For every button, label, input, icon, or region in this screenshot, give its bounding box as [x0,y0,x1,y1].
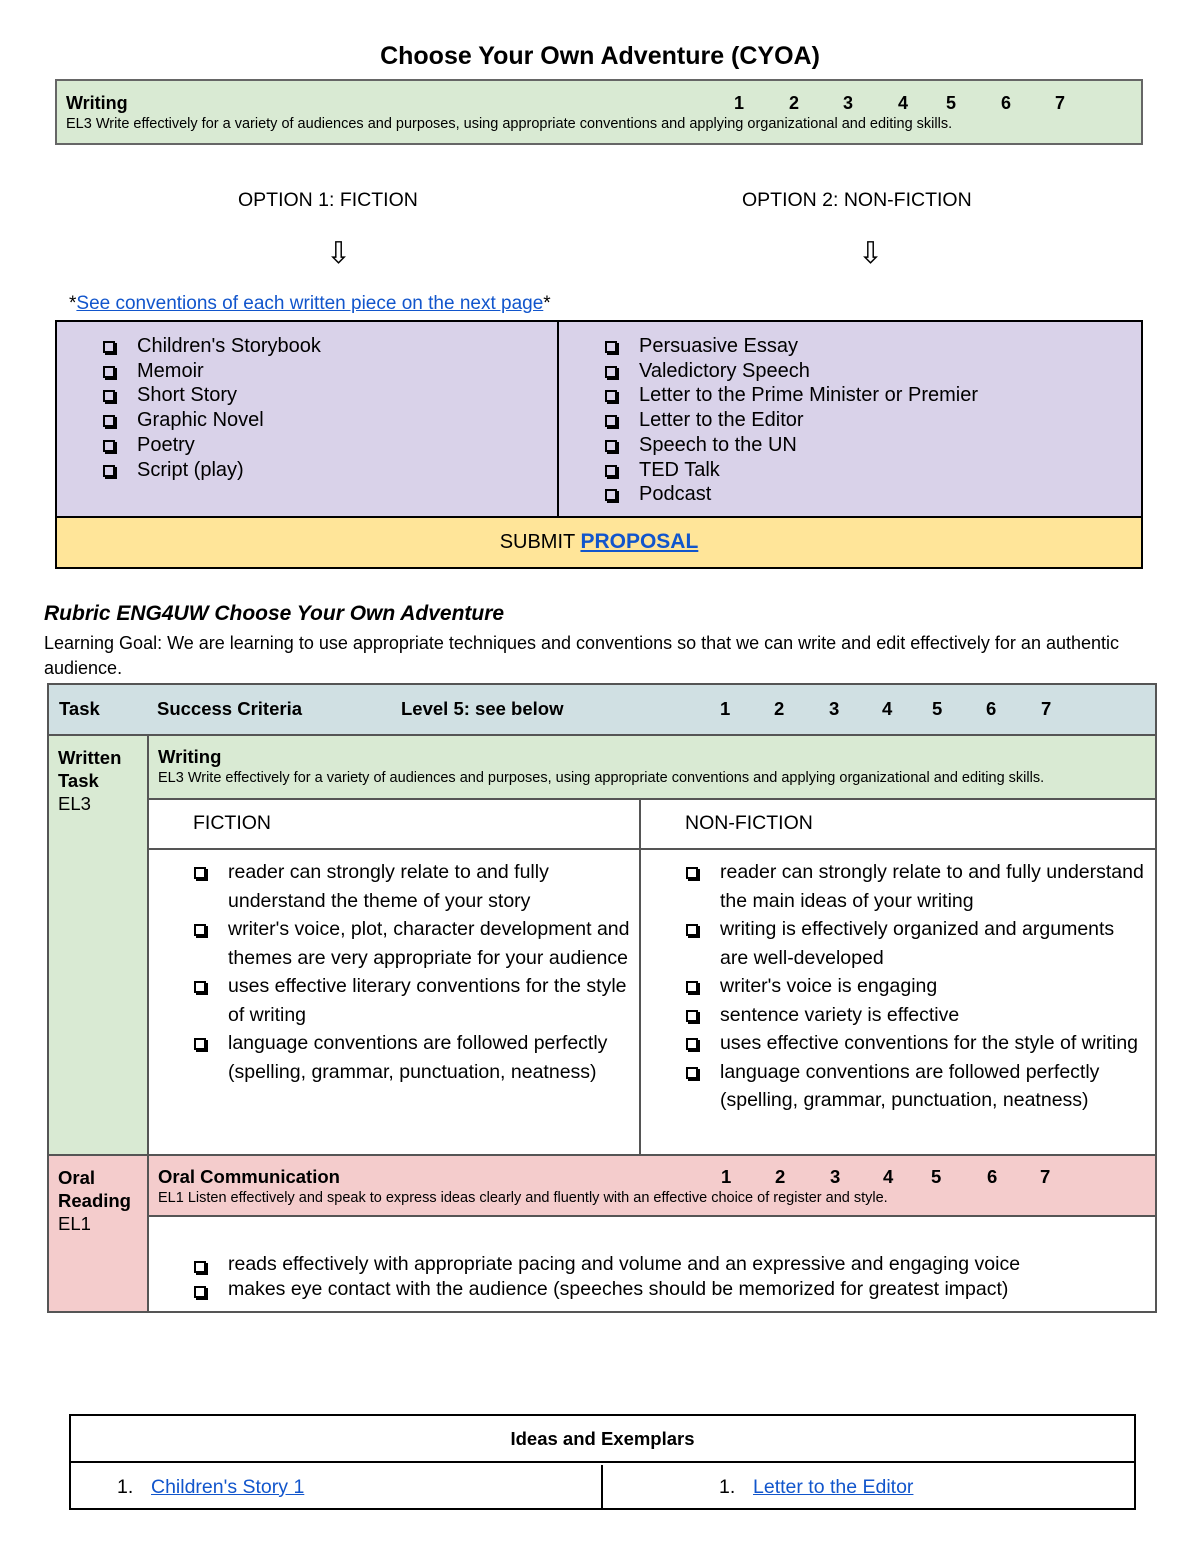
ideas-exemplars-table [69,1414,1136,1510]
level-3: 3 [843,93,854,113]
checkbox-icon[interactable] [605,440,617,452]
conventions-link[interactable]: See conventions of each written piece on the next page [76,293,544,314]
oral-level-2: 2 [775,1166,786,1187]
checkbox-icon[interactable] [686,867,698,879]
fiction-options-list [103,334,321,482]
written-task-line1: Written [58,747,122,768]
fiction-option-item [103,433,321,458]
nonfiction-criterion [686,915,1146,972]
letter-to-editor-link[interactable]: Letter to the Editor [753,1476,914,1498]
nonfiction-option-item [605,458,978,483]
fiction-options-cell [57,322,559,516]
fiction-label: FICTION [193,812,271,834]
header-level-2: 2 [774,698,785,719]
checkbox-icon[interactable] [103,440,115,452]
nonfiction-criterion [686,1001,1146,1030]
note-suffix: * [543,293,551,314]
nonfiction-options-cell [559,322,1141,516]
conventions-note [69,293,551,315]
oral-heading: Oral Communication [158,1166,340,1187]
fiction-option-item [103,458,321,483]
fiction-criteria-list [194,858,634,1086]
down-arrow-icon: ⇩ [858,236,884,271]
writing-description: EL3 Write effectively for a variety of audiences and purposes, using appropriate conventions and applying organizational and editing skills. [66,116,953,132]
fiction-criterion [194,915,634,972]
checkbox-icon[interactable] [194,1261,206,1273]
nonfiction-criterion [686,858,1146,915]
nonfiction-option-item-text: Letter to the Editor [639,409,804,432]
checkbox-icon[interactable] [103,415,115,427]
rubric-table [47,683,1157,1313]
nonfiction-criterion-text: language conventions are followed perfectly (spelling, grammar, punctuation, neatness) [720,1060,1100,1111]
submit-proposal-cell [57,516,1141,567]
rubric-writing-heading: Writing [158,746,222,767]
task-header: Task [59,698,100,719]
checkbox-icon[interactable] [194,867,206,879]
oral-criterion-text: makes eye contact with the audience (speeches should be memorized for greatest impact) [228,1278,1009,1300]
written-task-cell [49,736,147,1154]
note-prefix: * [69,293,77,314]
rubric-writing-description: EL3 Write effectively for a variety of audiences and purposes, using appropriate conventions and applying organizational and editing skills. [158,770,1045,786]
ideas-right-number: 1. [719,1476,736,1498]
checkbox-icon[interactable] [194,1038,206,1050]
fiction-option-item [103,359,321,384]
writing-criteria-heading-cell [149,736,1155,798]
header-level-3: 3 [829,698,840,719]
fiction-criterion-text: reader can strongly relate to and fully understand the theme of your story [228,861,549,912]
fiction-criterion-text: writer's voice, plot, character development and themes are very appropriate for your audience [228,918,630,969]
rubric-title: Rubric ENG4UW Choose Your Own Adventure [44,602,505,625]
nonfiction-criterion [686,1058,1146,1115]
header-level-5: 5 [932,698,943,719]
nonfiction-option-item-text: TED Talk [639,458,720,481]
oral-criteria-list [194,1252,1144,1302]
nonfiction-criterion-text: reader can strongly relate to and fully understand the main ideas of your writing [720,861,1144,912]
option-1-label: OPTION 1: FICTION [238,189,418,211]
level-7: 7 [1055,93,1066,113]
fiction-criterion [194,972,634,1029]
rubric-header-row [49,685,1155,736]
nonfiction-option-item [605,482,978,507]
nonfiction-option-item [605,433,978,458]
oral-criterion [194,1252,1144,1277]
nonfiction-criterion-text: sentence variety is effective [720,1003,960,1026]
fiction-option-item-text: Memoir [137,359,204,382]
checkbox-icon[interactable] [194,1286,206,1298]
header-level-7: 7 [1041,698,1052,719]
writing-standard-box [55,79,1143,145]
header-level-1: 1 [720,698,731,719]
checkbox-icon[interactable] [605,390,617,402]
written-task-code: EL3 [58,793,91,814]
nonfiction-label: NON-FICTION [685,812,813,834]
header-level-6: 6 [986,698,997,719]
oral-task-cell [49,1156,147,1311]
nonfiction-criterion-text: writing is effectively organized and arguments are well-developed [720,918,1115,969]
level-6: 6 [1001,93,1012,113]
checkbox-icon[interactable] [103,390,115,402]
oral-level-1: 1 [721,1166,732,1187]
checkbox-icon[interactable] [103,366,115,378]
nonfiction-options-list [605,334,978,507]
nonfiction-criterion-text: uses effective conventions for the style of writing [720,1032,1139,1054]
checkbox-icon[interactable] [686,924,698,936]
level-1: 1 [734,93,745,113]
oral-criteria-heading-cell [149,1156,1155,1215]
checkbox-icon[interactable] [686,981,698,993]
level5-header: Level 5: see below [401,698,564,719]
fiction-label-cell [149,800,639,848]
oral-level-6: 6 [987,1166,998,1187]
option-2-label: OPTION 2: NON-FICTION [742,189,972,211]
header-level-4: 4 [882,698,893,719]
fiction-option-item-text: Script (play) [137,458,244,481]
success-criteria-header: Success Criteria [157,698,303,719]
nonfiction-option-item [605,383,978,408]
checkbox-icon[interactable] [103,341,115,353]
fiction-criterion [194,1029,634,1086]
written-task-line2: Task [58,770,99,791]
ideas-left-number: 1. [117,1476,134,1498]
writing-heading: Writing [66,93,128,113]
ideas-left-cell [71,1465,603,1508]
level-5: 5 [946,93,957,113]
checkbox-icon[interactable] [194,981,206,993]
fiction-option-item [103,383,321,408]
fiction-option-item-text: Poetry [137,433,195,456]
checkbox-icon[interactable] [686,1010,698,1022]
checkbox-icon[interactable] [605,341,617,353]
checkbox-icon[interactable] [103,465,115,477]
checkbox-icon[interactable] [605,465,617,477]
nonfiction-option-item-text: Letter to the Prime Minister or Premier [639,384,978,407]
level-4: 4 [898,93,909,113]
ideas-header-cell [71,1416,1134,1463]
checkbox-icon[interactable] [605,366,617,378]
level-2: 2 [789,93,800,113]
submit-text: SUBMIT [499,531,581,553]
oral-task-line1: Oral [58,1167,96,1188]
fiction-option-item [103,408,321,433]
nonfiction-criteria-list [686,858,1146,1115]
options-table [55,320,1143,569]
checkbox-icon[interactable] [686,1038,698,1050]
oral-task-line2: Reading [58,1190,131,1211]
oral-level-4: 4 [883,1166,894,1187]
fiction-option-item [103,334,321,359]
oral-level-5: 5 [931,1166,942,1187]
fiction-criterion-text: language conventions are followed perfectly (spelling, grammar, punctuation, neatness) [228,1032,608,1083]
proposal-link[interactable]: PROPOSAL [580,530,699,553]
checkbox-icon[interactable] [194,924,206,936]
down-arrow-icon: ⇩ [326,236,352,271]
nonfiction-option-item-text: Persuasive Essay [639,335,798,357]
oral-description: EL1 Listen effectively and speak to express ideas clearly and fluently with an effective choice of register and style. [158,1190,888,1206]
fiction-option-item-text: Graphic Novel [137,409,264,432]
nonfiction-label-cell [641,800,1155,848]
nonfiction-criterion [686,1029,1146,1058]
fiction-criterion [194,858,634,915]
oral-criterion [194,1277,1144,1302]
fiction-option-item-text: Children's Storybook [137,335,321,357]
fiction-criterion-text: uses effective literary conventions for the style of writing [228,975,627,1026]
nonfiction-option-item-text: Valedictory Speech [639,359,810,382]
nonfiction-option-item [605,334,978,359]
ideas-right-cell [605,1465,1134,1508]
fiction-option-item-text: Short Story [137,384,238,407]
checkbox-icon[interactable] [605,489,617,501]
nonfiction-option-item-text: Speech to the UN [639,433,797,456]
checkbox-icon[interactable] [686,1067,698,1079]
nonfiction-option-item-text: Podcast [639,483,712,506]
oral-criterion-text: reads effectively with appropriate pacing and volume and an expressive and engaging voice [228,1253,1021,1275]
ideas-title: Ideas and Exemplars [510,1428,695,1449]
childrens-story-link[interactable]: Children's Story 1 [151,1476,305,1498]
oral-level-3: 3 [830,1166,841,1187]
nonfiction-option-item [605,408,978,433]
nonfiction-option-item [605,359,978,384]
learning-goal: Learning Goal: We are learning to use appropriate techniques and conventions so that we can write and edit effectively for an authentic audience. [44,633,1120,678]
page-title: Choose Your Own Adventure (CYOA) [380,42,820,70]
nonfiction-criterion-text: writer's voice is engaging [720,975,938,997]
oral-level-7: 7 [1040,1166,1051,1187]
checkbox-icon[interactable] [605,415,617,427]
oral-task-code: EL1 [58,1213,91,1234]
nonfiction-criterion [686,972,1146,1001]
